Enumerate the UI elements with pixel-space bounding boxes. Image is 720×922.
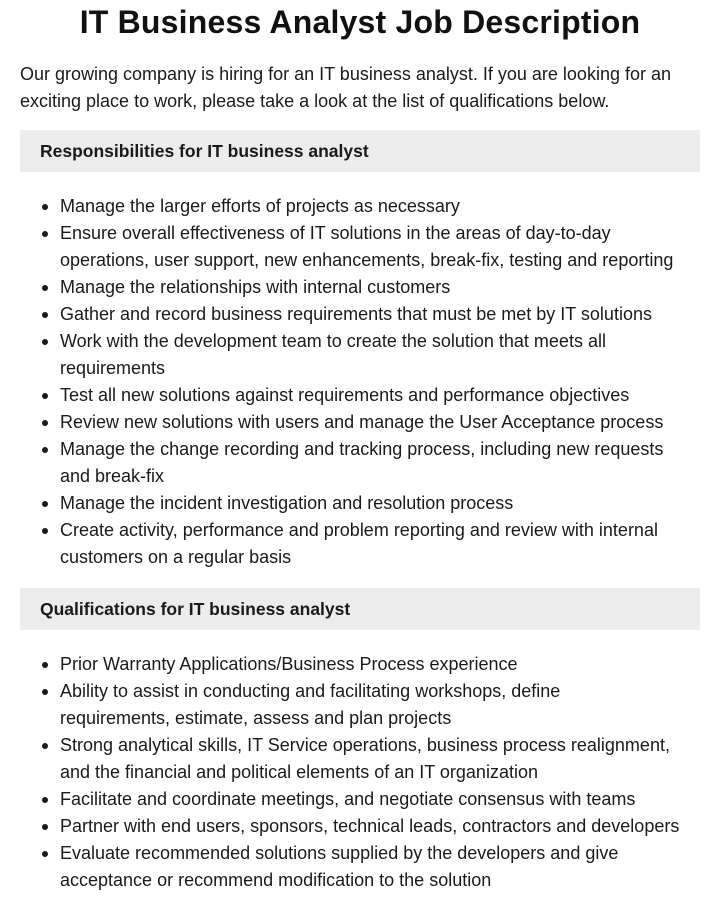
list-item (20, 813, 700, 840)
list-item-text: Test all new solutions against requirements and performance objectives (60, 385, 630, 405)
list-item (20, 786, 700, 813)
bullet-icon (42, 231, 48, 237)
list-item (20, 274, 700, 301)
list-item (20, 436, 700, 490)
intro-paragraph (20, 61, 700, 115)
intro-line: exciting place to work, please take a look at the list of qualifications below. (20, 91, 610, 111)
qualifications-list (20, 651, 700, 894)
list-item-text: Manage the relationships with internal customers (60, 277, 451, 297)
page-title: IT Business Analyst Job Description (79, 4, 641, 40)
list-item-text: customers on a regular basis (60, 547, 292, 567)
bullet-icon (42, 743, 48, 749)
bullet-icon (42, 447, 48, 453)
qualifications-heading: Qualifications for IT business analyst (20, 588, 700, 630)
list-item (20, 678, 700, 732)
bullet-icon (42, 528, 48, 534)
list-item (20, 193, 700, 220)
list-item-text: Partner with end users, sponsors, technical leads, contractors and developers (60, 816, 680, 836)
bullet-icon (42, 312, 48, 318)
bullet-icon (42, 851, 48, 857)
list-item-text: Manage the change recording and tracking process, including new requests (60, 439, 664, 459)
list-item-text: and break-fix (60, 466, 165, 486)
list-item-text: Create activity, performance and problem reporting and review with internal (60, 520, 658, 540)
bullet-icon (42, 420, 48, 426)
list-item (20, 517, 700, 571)
list-item-text: Ensure overall effectiveness of IT solutions in the areas of day-to-day (60, 223, 611, 243)
list-item (20, 490, 700, 517)
bullet-icon (42, 689, 48, 695)
list-item (20, 301, 700, 328)
list-item (20, 732, 700, 786)
bullet-icon (42, 797, 48, 803)
list-item-text: Strong analytical skills, IT Service operations, business process realignment, (60, 735, 670, 755)
list-item-text: Work with the development team to create the solution that meets all (60, 331, 606, 351)
list-item-text: Facilitate and coordinate meetings, and negotiate consensus with teams (60, 789, 636, 809)
bullet-icon (42, 501, 48, 507)
responsibilities-heading: Responsibilities for IT business analyst (20, 130, 700, 172)
bullet-icon (42, 285, 48, 291)
list-item-text: Evaluate recommended solutions supplied by the developers and give (60, 843, 619, 863)
list-item-text: Gather and record business requirements that must be met by IT solutions (60, 304, 652, 324)
list-item-text: acceptance or recommend modification to the solution (60, 870, 492, 890)
bullet-icon (42, 824, 48, 830)
intro-line: Our growing company is hiring for an IT business analyst. If you are looking for an (20, 64, 671, 84)
list-item (20, 840, 700, 894)
list-item-text: requirements (60, 358, 166, 378)
bullet-icon (42, 204, 48, 210)
bullet-icon (42, 339, 48, 345)
list-item-text: Prior Warranty Applications/Business Process experience (60, 654, 518, 674)
list-item (20, 328, 700, 382)
list-item (20, 409, 700, 436)
list-item-text: operations, user support, new enhancements, break-fix, testing and reporting (60, 250, 674, 270)
list-item-text: Ability to assist in conducting and facilitating workshops, define (60, 681, 561, 701)
list-item-text: Manage the larger efforts of projects as necessary (60, 196, 460, 216)
responsibilities-list (20, 193, 700, 571)
list-item-text: Review new solutions with users and manage the User Acceptance process (60, 412, 664, 432)
list-item (20, 651, 700, 678)
bullet-icon (42, 662, 48, 668)
list-item-text: and the financial and political elements of an IT organization (60, 762, 538, 782)
bullet-icon (42, 393, 48, 399)
list-item (20, 382, 700, 409)
list-item-text: requirements, estimate, assess and plan projects (60, 708, 452, 728)
list-item (20, 220, 700, 274)
list-item-text: Manage the incident investigation and resolution process (60, 493, 514, 513)
